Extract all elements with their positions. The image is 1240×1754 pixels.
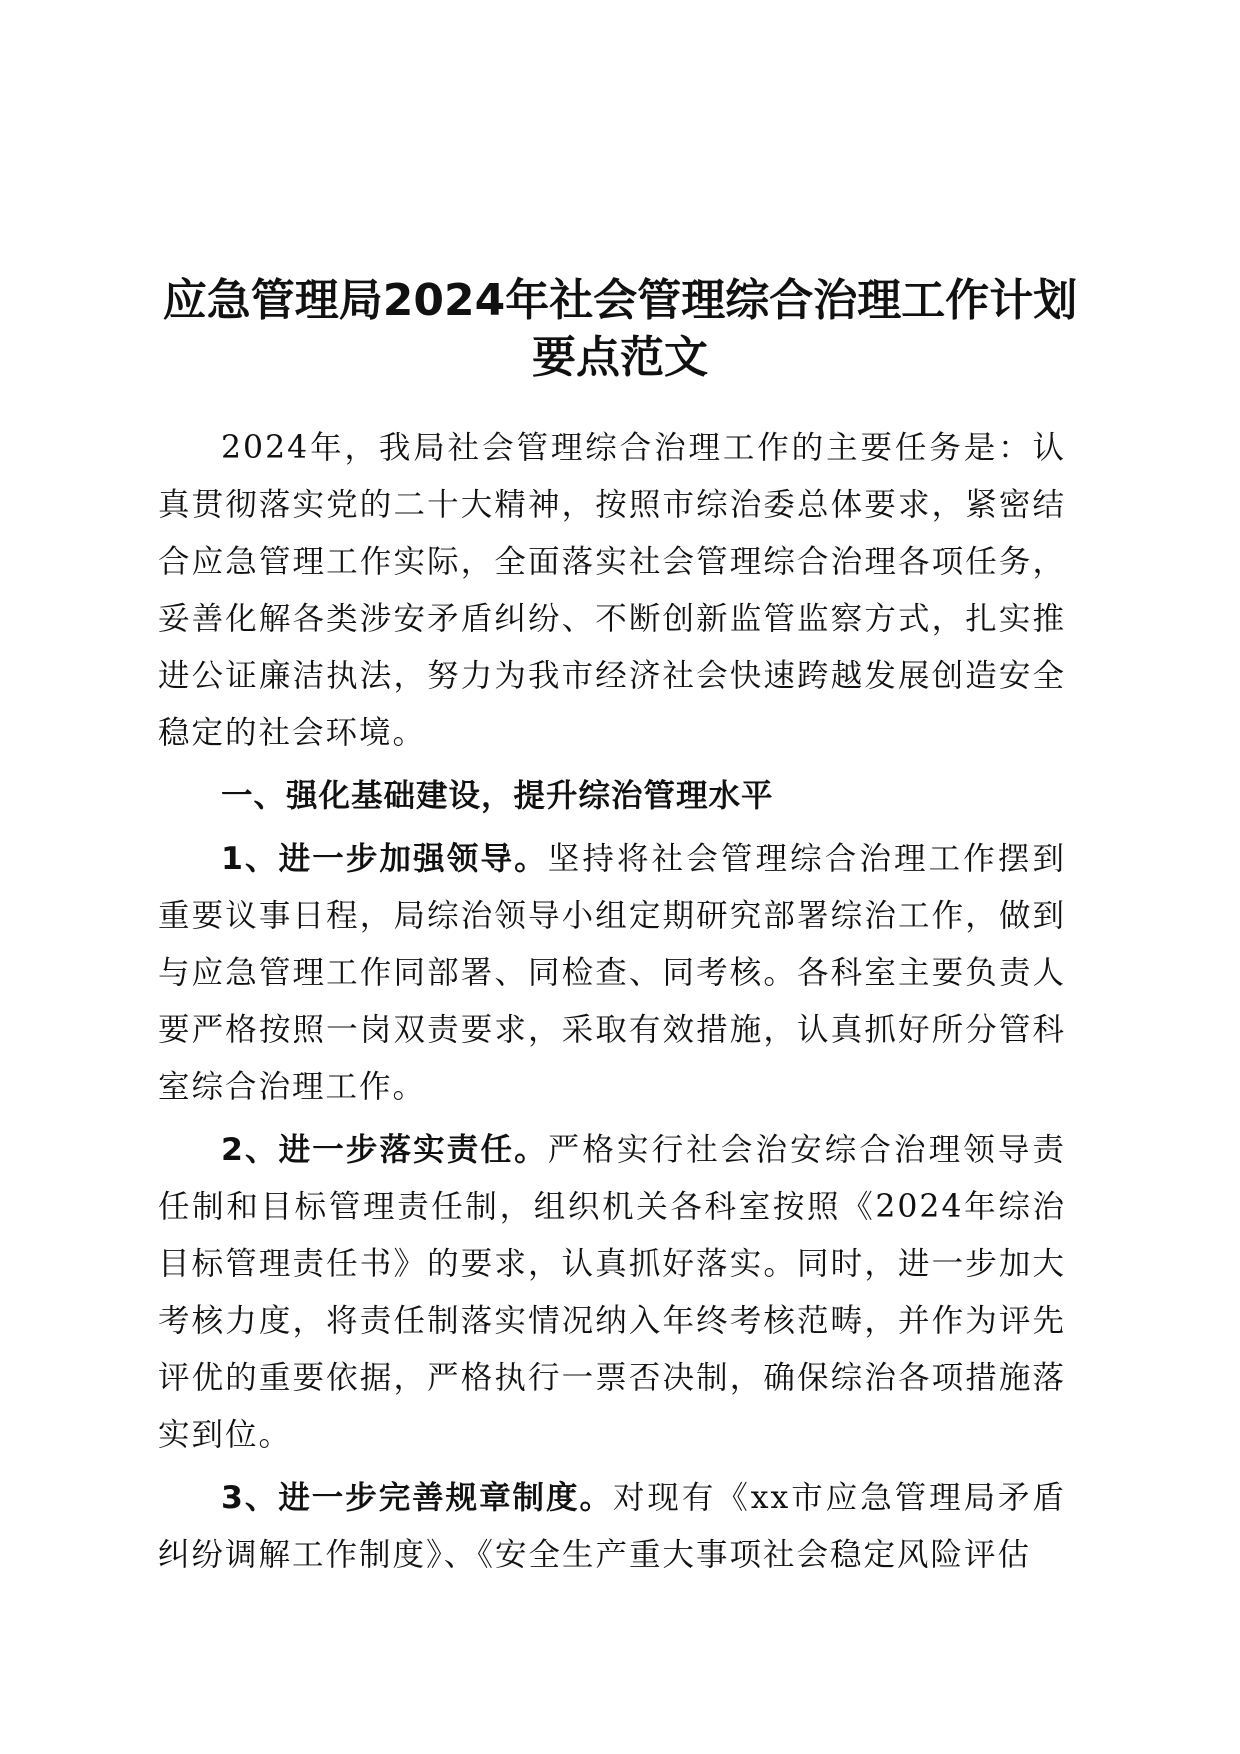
item-text: 坚持将社会管理综合治理工作摆到重要议事日程，局综治领导小组定期研究部署综治工作，做到与应急管理工作同部署、同检查、同考核。各科室主要负责人要严格按照一岗双责要求，采取有效措施，认真抓好所分管科室综合治理工作。 [158,841,1066,1105]
intro-paragraph: 2024年，我局社会管理综合治理工作的主要任务是：认真贯彻落实党的二十大精神，按照市综治委总体要求，紧密结合应急管理工作实际，全面落实社会管理综合治理各项任务，妥善化解各类涉安矛盾纠纷、不断创新监管监察方式，扎实推进公证廉洁执法，努力为我市经济社会快速跨越发展创造安全稳定的社会环境。 [158,430,1066,751]
item-text: 对现有《xx市应急管理局矛盾纠纷调解工作制度》、《安全生产重大事项社会稳定风险评估 [158,1480,1067,1573]
item-paragraph-2 [158,1122,1066,1464]
item-paragraph-3 [158,1470,1066,1584]
item-lead: 3、进一步完善规章制度。 [221,1480,613,1516]
item-text: 严格实行社会治安综合治理领导责任制和目标管理责任制，组织机关各科室按照《2024年综治目标管理责任书》的要求，认真抓好落实。同时，进一步加大考核力度，将责任制落实情况纳入年终考核范畴，并作为评先评优的重要依据，严格执行一票否决制，确保综治各项措施落实到位。 [158,1132,1066,1453]
document-body [158,420,1066,1584]
item-paragraph-1 [158,831,1066,1116]
document-title: 应急管理局2024年社会管理综合治理工作计划要点范文 [162,275,1078,383]
item-lead: 2、进一步落实责任。 [221,1132,548,1168]
item-lead: 1、进一步加强领导。 [221,841,548,877]
section-heading: 一、强化基础建设，提升综治管理水平 [221,778,774,814]
